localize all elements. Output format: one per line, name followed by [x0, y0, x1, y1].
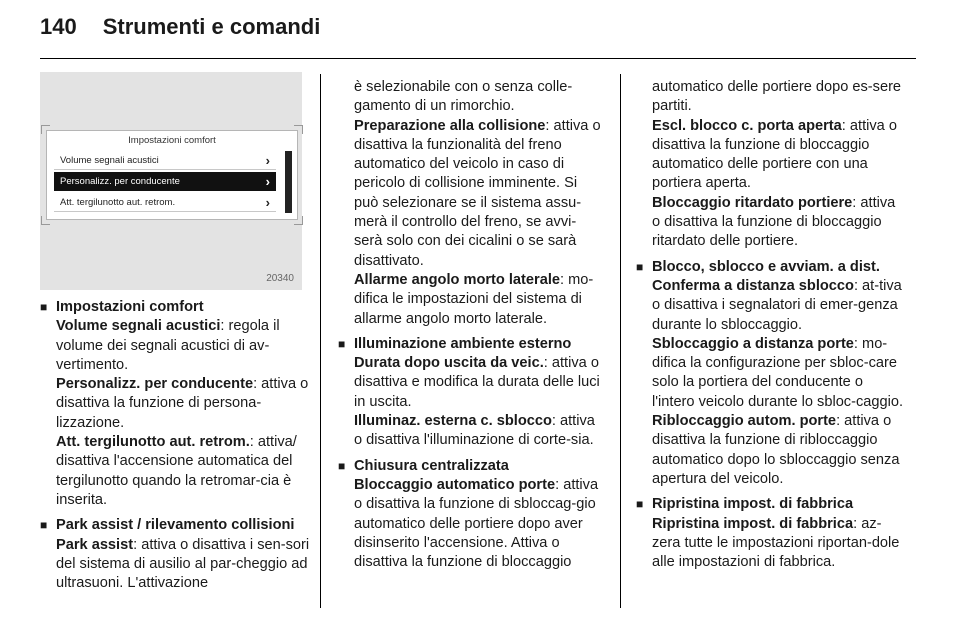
setting-description: : attiva o disattiva e modifica la durata delle luci in uscita. — [354, 355, 600, 410]
continued-text: è selezionabile con o senza colle-gamento di un rimorchio. — [354, 79, 573, 115]
section-heading: Illuminazione ambiente esterno — [354, 335, 572, 352]
setting-description: : attiva/ disattiva l'accensione automatica del tergilunotto quando la retromar-cia è inserita. — [56, 434, 297, 508]
setting-term: Bloccaggio ritardato portiere — [652, 194, 853, 211]
text-column-1 — [40, 298, 310, 593]
setting-term: Volume segnali acustici — [56, 318, 221, 335]
setting-term: Bloccaggio automatico porte — [354, 476, 556, 493]
column-divider — [620, 74, 621, 608]
setting-term: Preparazione alla collisione — [354, 117, 546, 134]
bullet-square-icon: ■ — [636, 497, 644, 512]
section-exterior-lighting — [338, 335, 604, 451]
setting-description: : at-tiva o disattiva i segnalatori di emer-genza durante lo sbloccaggio. — [652, 277, 902, 333]
bullet-square-icon: ■ — [338, 336, 346, 351]
screen-menu-item-label: Personalizz. per conducente — [60, 175, 180, 187]
continued-text: automatico delle portiere dopo es-sere partiti. — [652, 79, 902, 115]
section-heading: Ripristina impost. di fabbrica — [652, 496, 854, 513]
setting-description: : attiva o disattiva la funzione di ribloccaggio automatico dopo lo sbloccaggio senza apertura del veicolo. — [652, 413, 900, 487]
setting-description: : mo-difica la configurazione per sbloc-care solo la portiera del conducente o l'intero veicolo durante lo sbloc-caggio. — [652, 335, 904, 410]
page-title: Strumenti e comandi — [102, 14, 321, 39]
section-factory-reset — [636, 495, 906, 572]
column-divider — [320, 74, 321, 608]
text-column-3 — [636, 78, 906, 572]
setting-term: Allarme angolo morto laterale — [354, 271, 560, 288]
setting-term: Att. tergilunotto aut. retrom. — [56, 434, 250, 451]
setting-description: : mo-difica le impostazioni del sistema di allarme angolo morto laterale. — [354, 271, 594, 327]
display-screen — [46, 130, 298, 220]
text-column-2 — [338, 78, 604, 572]
screen-scrollbar — [285, 151, 292, 213]
bullet-square-icon: ■ — [338, 458, 346, 473]
screen-menu-item-label: Att. tergilunotto aut. retrom. — [60, 196, 176, 208]
setting-description: : attiva o disattiva la funzione di bloccaggio ritardato delle portiere. — [652, 194, 896, 250]
chevron-right-icon: › — [265, 194, 270, 210]
setting-term: Personalizz. per conducente — [56, 376, 254, 393]
figure-number: 20340 — [266, 273, 294, 284]
screen-menu-item — [54, 151, 276, 170]
setting-term: Ribloccaggio autom. porte — [652, 413, 837, 430]
frame-corner — [294, 216, 303, 225]
setting-description: : az-zera tutte le impostazioni riportan-dole alle impostazioni di fabbrica. — [652, 515, 900, 571]
page-header — [40, 14, 320, 50]
setting-description: : attiva o disattiva l'illuminazione di corte-sia. — [354, 413, 595, 449]
setting-term: Escl. blocco c. porta aperta — [652, 117, 842, 134]
setting-term: Illuminaz. esterna c. sblocco — [354, 413, 552, 430]
section-heading: Park assist / rilevamento collisioni — [56, 517, 295, 534]
page-number: 140 — [40, 14, 77, 39]
section-central-locking-cont — [636, 78, 906, 252]
section-park-assist — [40, 516, 310, 593]
screen-menu-item-selected — [54, 172, 276, 191]
section-heading: Blocco, sblocco e avviam. a dist. — [652, 258, 880, 275]
screen-menu-item-label: Volume segnali acustici — [60, 154, 159, 166]
section-heading: Impostazioni comfort — [56, 299, 204, 315]
section-heading: Chiusura centralizzata — [354, 457, 509, 474]
section-central-locking — [338, 457, 604, 573]
frame-corner — [41, 125, 50, 134]
setting-description: : attiva o disattiva la funzione di persona-lizzazione. — [56, 376, 309, 431]
setting-description: : attiva o disattiva la funzione di bloccaggio automatico delle portiere con una portiera aperta. — [652, 117, 897, 192]
screen-title: Impostazioni comfort — [128, 135, 216, 146]
chevron-right-icon: › — [265, 152, 270, 168]
setting-term: Park assist — [56, 536, 134, 553]
setting-description: : attiva o disattiva la funzionalità del freno automatico del veicolo in caso di pericolo di collisione imminente. Si può selezionare se il sistema assu-merà il controllo del freno, se avvi-serà solo con dei cicalini o se sarà disattivato. — [354, 117, 601, 269]
section-park-assist-cont — [338, 78, 604, 329]
bullet-square-icon: ■ — [40, 300, 48, 314]
chevron-right-icon: › — [265, 173, 270, 189]
bullet-square-icon: ■ — [40, 518, 48, 533]
bullet-square-icon: ■ — [636, 259, 644, 274]
header-rule — [40, 58, 916, 59]
section-remote-functions — [636, 258, 906, 490]
setting-term: Conferma a distanza sblocco — [652, 277, 854, 294]
setting-description: : attiva o disattiva la funzione di sbloccag-gio automatico delle portiere dopo aver disinserito l'accensione. Attiva o disattiva la funzione di bloccaggio — [354, 476, 599, 571]
setting-description: : regola il volume dei segnali acustici di av-vertimento. — [56, 318, 280, 373]
frame-corner — [294, 125, 303, 134]
section-comfort-settings — [40, 298, 310, 510]
screen-menu-item — [54, 193, 276, 212]
setting-description: : attiva o disattiva i sen-sori del sistema di ausilio al par-cheggio ad ultrasuoni. L'attivazione — [56, 536, 310, 592]
setting-term: Sbloccaggio a distanza porte — [652, 335, 854, 352]
figure-comfort-settings — [40, 72, 302, 290]
frame-corner — [41, 216, 50, 225]
screen-menu-list — [54, 151, 276, 214]
setting-term: Durata dopo uscita da veic. — [354, 355, 544, 372]
setting-term: Ripristina impost. di fabbrica — [652, 515, 854, 532]
